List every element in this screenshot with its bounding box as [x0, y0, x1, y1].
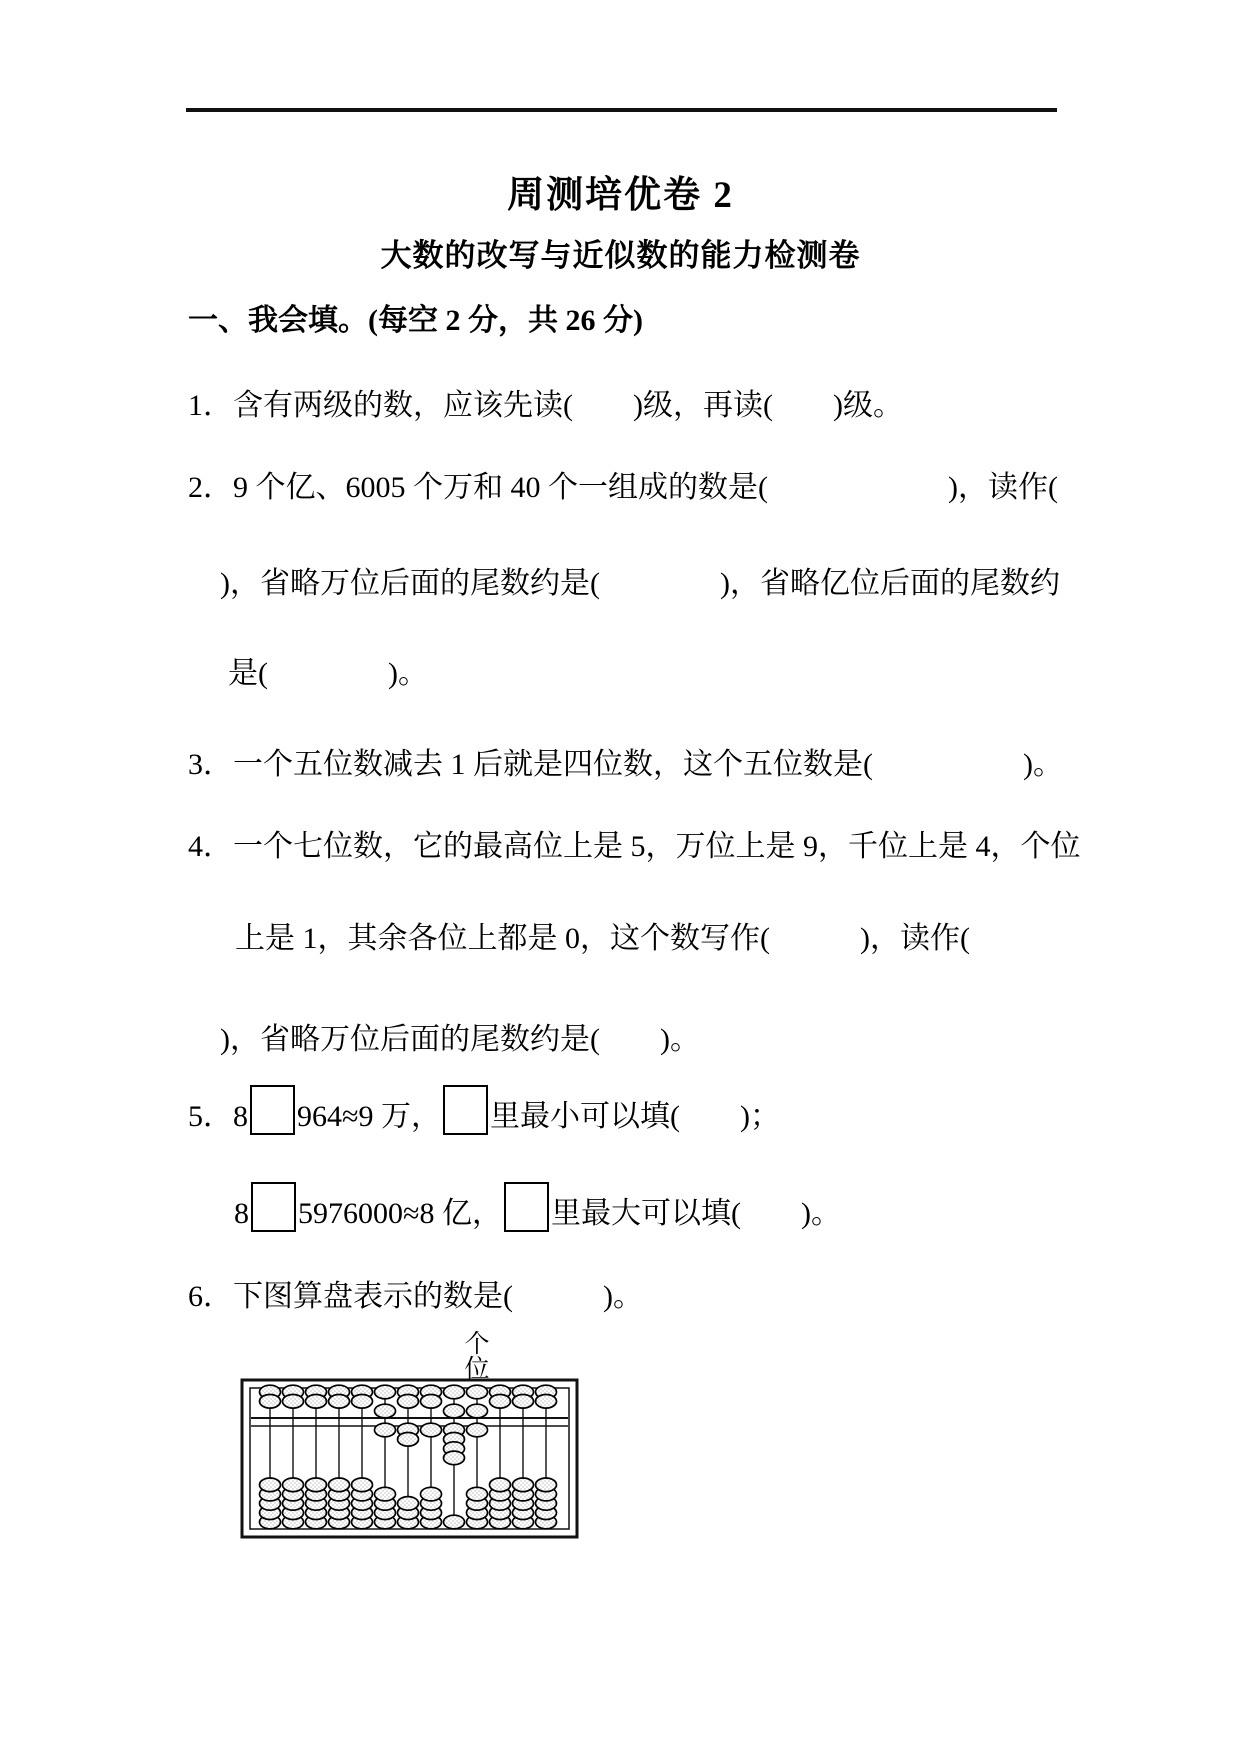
abacus-bead — [306, 1478, 327, 1492]
question-5-line-2 — [234, 1182, 841, 1232]
abacus-bead — [398, 1433, 419, 1447]
abacus-bead — [352, 1395, 373, 1409]
fill-box — [504, 1182, 549, 1232]
question-1: 1．含有两级的数，应该先读( )级，再读( )级。 — [188, 389, 903, 422]
abacus-bead — [375, 1487, 396, 1501]
question-4-line-2: 上是 1，其余各位上都是 0，这个数写作( )，读作( — [235, 922, 970, 955]
abacus-bead — [283, 1395, 304, 1409]
abacus-svg — [230, 1318, 590, 1550]
abacus-bead — [467, 1385, 488, 1399]
abacus-bead — [467, 1404, 488, 1418]
abacus-bead — [467, 1487, 488, 1501]
abacus-bead — [490, 1478, 511, 1492]
q5-l1-text-1: 5．8 — [188, 1100, 248, 1133]
abacus-bead — [421, 1487, 442, 1501]
q5-l2-text-3: 里最大可以填( )。 — [550, 1197, 841, 1230]
page-subtitle: 大数的改写与近似数的能力检测卷 — [380, 238, 861, 273]
abacus-bead — [421, 1423, 442, 1437]
abacus-bead — [513, 1478, 534, 1492]
question-5-line-1 — [188, 1085, 780, 1135]
q5-l2-text-1: 8 — [234, 1197, 249, 1230]
abacus-bead — [375, 1385, 396, 1399]
abacus-bead — [375, 1423, 396, 1437]
question-2-line-3: 是( )。 — [228, 657, 428, 690]
abacus-bead — [352, 1478, 373, 1492]
fill-box — [250, 1085, 295, 1135]
page-title: 周测培优卷 2 — [507, 175, 734, 216]
abacus-bead — [260, 1395, 281, 1409]
question-2-line-2: )，省略万位后面的尾数约是( )，省略亿位后面的尾数约 — [220, 567, 1060, 600]
abacus-bead — [398, 1497, 419, 1511]
abacus-bead — [536, 1478, 557, 1492]
abacus-bead — [490, 1395, 511, 1409]
q5-l2-text-2: 5976000≈8 亿， — [298, 1197, 502, 1230]
abacus-bead — [467, 1423, 488, 1437]
abacus-place-label: 位 — [464, 1356, 490, 1383]
q5-l1-text-3: 里最小可以填( )； — [489, 1100, 780, 1133]
abacus-bead — [260, 1478, 281, 1492]
abacus-bead — [444, 1385, 465, 1399]
section-heading: 一、我会填。(每空 2 分，共 26 分) — [188, 304, 643, 337]
abacus-bead — [329, 1395, 350, 1409]
question-4-line-1: 4．一个七位数，它的最高位上是 5，万位上是 9，千位上是 4，个位 — [188, 830, 1081, 863]
abacus-bead — [375, 1404, 396, 1418]
q5-l1-text-2: 964≈9 万， — [297, 1100, 441, 1133]
abacus-bead — [536, 1395, 557, 1409]
abacus-bead — [421, 1395, 442, 1409]
question-3: 3．一个五位数减去 1 后就是四位数，这个五位数是( )。 — [188, 748, 1063, 781]
abacus-place-label: 个 — [464, 1331, 490, 1358]
header-rule — [186, 108, 1057, 112]
fill-box — [251, 1182, 296, 1232]
abacus-bead — [329, 1478, 350, 1492]
fill-box — [443, 1085, 488, 1135]
abacus-bead — [444, 1451, 465, 1465]
abacus-bead — [398, 1395, 419, 1409]
abacus-bead — [513, 1395, 534, 1409]
abacus-bead — [444, 1515, 465, 1529]
question-6: 6．下图算盘表示的数是( )。 — [188, 1280, 643, 1313]
abacus-bead — [283, 1478, 304, 1492]
abacus-bead — [444, 1404, 465, 1418]
question-4-line-3: )，省略万位后面的尾数约是( )。 — [220, 1023, 700, 1056]
abacus-figure — [230, 1318, 590, 1550]
question-2-line-1: 2．9 个亿、6005 个万和 40 个一组成的数是( )，读作( — [188, 471, 1058, 504]
abacus-bead — [306, 1395, 327, 1409]
